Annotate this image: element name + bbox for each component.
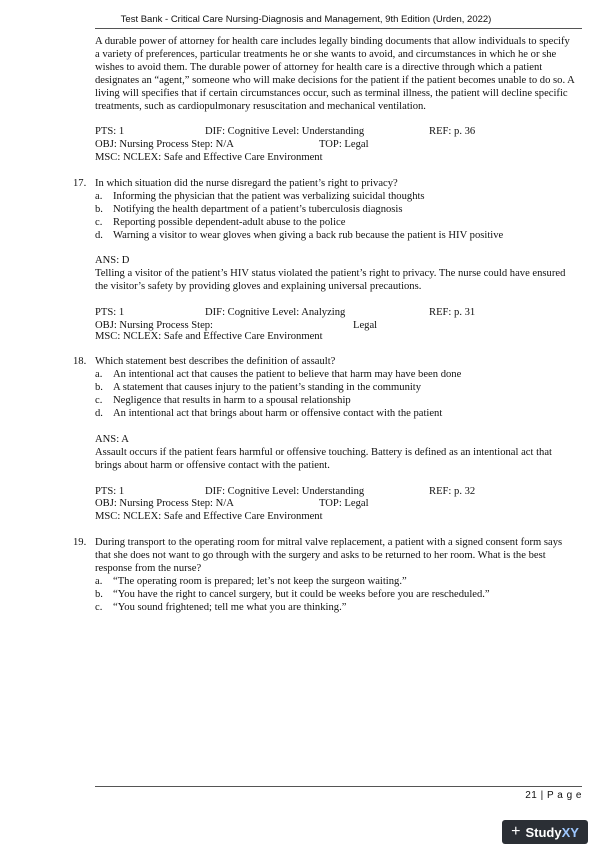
- answer-choice: [95, 230, 525, 243]
- choice-letter: d.: [95, 229, 103, 241]
- choice-letter: b.: [95, 382, 103, 394]
- studyxy-badge[interactable]: [502, 820, 588, 844]
- meta-row-pts: [95, 307, 575, 320]
- rationale-text: Telling a visitor of the patient’s HIV status violated the patient’s right to privacy. The nurse could have ensured the visitor’s safety by providing gloves and explaining universal precautions.: [95, 268, 566, 293]
- question-stem: During transport to the operating room for mitral valve replacement, a patient with a signed consent form says that she does not want to go through with the surgery and asks to be returned to her room. What is the best response from the nurse?: [95, 537, 563, 574]
- ref-field: REF: p. 32: [429, 485, 476, 497]
- choice-text: Reporting possible dependent-adult abuse to the police: [113, 216, 346, 228]
- pts-field: PTS: 1: [95, 306, 125, 318]
- choice-text: Warning a visitor to wear gloves when giving a back rub because the patient is HIV positive: [113, 229, 504, 241]
- answer-choice: [95, 589, 533, 602]
- msc-field: MSC: NCLEX: Safe and Effective Care Environment: [95, 330, 323, 342]
- question-17: [73, 177, 575, 344]
- meta-row-obj: [95, 139, 575, 152]
- msc-field: MSC: NCLEX: Safe and Effective Care Environment: [95, 511, 323, 523]
- msc-field: MSC: NCLEX: Safe and Effective Care Environment: [95, 152, 323, 164]
- answer-key: ANS: A: [95, 433, 129, 445]
- meta-row-obj: [95, 498, 575, 511]
- pts-field: PTS: 1: [95, 126, 125, 138]
- choice-letter: b.: [95, 588, 103, 600]
- choice-text: “You have the right to cancel surgery, but it could be weeks before you are rescheduled.”: [113, 588, 490, 600]
- choice-letter: a.: [95, 369, 103, 381]
- choice-letter: b.: [95, 203, 103, 215]
- choice-letter: c.: [95, 395, 103, 407]
- dif-field: DIF: Cognitive Level: Understanding: [205, 485, 365, 497]
- choice-letter: c.: [95, 216, 103, 228]
- meta-row-msc: [95, 511, 575, 524]
- choice-letter: a.: [95, 190, 103, 202]
- header-divider: [95, 28, 582, 29]
- answer-choice: [95, 204, 575, 217]
- choice-text: A statement that causes injury to the patient’s standing in the community: [113, 382, 422, 394]
- brand-study: Study: [525, 824, 562, 840]
- obj-field: OBJ: Nursing Process Step: N/A: [95, 498, 234, 510]
- top-field: Legal: [353, 319, 378, 331]
- answer-key: ANS: D: [95, 255, 130, 267]
- answer-choice: [95, 576, 575, 589]
- answer-choice: [95, 602, 575, 615]
- choice-letter: c.: [95, 601, 103, 613]
- obj-field: OBJ: Nursing Process Step: N/A: [95, 139, 234, 151]
- ref-field: REF: p. 36: [429, 126, 476, 138]
- page-header-title: Test Bank - Critical Care Nursing-Diagnosis and Management, 9th Edition (Urden, 2022): [120, 14, 492, 25]
- question-19: [73, 537, 575, 614]
- meta-row-msc: [95, 152, 575, 165]
- footer-divider: [95, 786, 582, 787]
- choice-text: An intentional act that brings about harm or offensive contact with the patient: [113, 408, 443, 420]
- choice-text: “The operating room is prepared; let’s not keep the surgeon waiting.”: [113, 575, 407, 587]
- page-number: 21 | P a g e: [525, 790, 582, 801]
- plus-icon: +: [511, 823, 521, 840]
- choice-text: Informing the physician that the patient was verbalizing suicidal thoughts: [113, 190, 425, 202]
- answer-choice: [95, 191, 575, 204]
- question-18: [73, 356, 575, 524]
- page-content: [73, 36, 575, 615]
- pts-field: PTS: 1: [95, 485, 125, 497]
- question-number: 19.: [73, 537, 87, 549]
- rationale-text: Assault occurs if the patient fears harmful or offensive touching. Battery is defined as an intentional act that brings about harm or offensive contact with the patient.: [95, 446, 552, 471]
- prev-item-block: [95, 36, 575, 165]
- question-stem: Which statement best describes the definition of assault?: [95, 356, 336, 368]
- meta-row-msc: [95, 331, 575, 344]
- answer-choice: [95, 217, 575, 230]
- rationale-text: A durable power of attorney for health care includes legally binding documents that allow individuals to specify a variety of preferences, particular treatments he or she wants to avoid, and circumstances in which he or she wishes to avoid them. The durable power of attorney for health care is a directive through which a patient designates an “agent,” someone who will make decisions for the patient if the patient becomes unable to do so. A living will specifies that if certain circumstances occur, such as terminal illness, the patient will decline specific treatments, such as cardiopulmonary resuscitation and mechanical ventilation.: [95, 36, 575, 112]
- question-number: 17.: [73, 177, 87, 189]
- dif-field: DIF: Cognitive Level: Understanding: [205, 126, 365, 138]
- choice-letter: d.: [95, 408, 103, 420]
- question-number: 18.: [73, 356, 87, 368]
- answer-choice: [95, 408, 575, 421]
- choice-text: Notifying the health department of a patient’s tuberculosis diagnosis: [113, 203, 403, 215]
- choice-letter: a.: [95, 575, 103, 587]
- answer-choice: [95, 382, 575, 395]
- answer-choice: [95, 395, 575, 408]
- question-stem: In which situation did the nurse disregard the patient’s right to privacy?: [95, 177, 398, 189]
- top-field: TOP: Legal: [319, 139, 369, 151]
- top-field: TOP: Legal: [319, 498, 369, 510]
- meta-row-pts: [95, 486, 575, 499]
- brand-xy: XY: [561, 824, 579, 840]
- obj-field: OBJ: Nursing Process Step:: [95, 319, 214, 331]
- meta-row-pts: [95, 126, 575, 139]
- answer-choice: [95, 369, 575, 382]
- dif-field: DIF: Cognitive Level: Analyzing: [205, 306, 346, 318]
- choice-text: “You sound frightened; tell me what you are thinking.”: [113, 601, 347, 613]
- ref-field: REF: p. 31: [429, 306, 476, 318]
- choice-text: An intentional act that causes the patient to believe that harm may have been done: [113, 369, 462, 381]
- choice-text: Negligence that results in harm to a spousal relationship: [113, 395, 351, 407]
